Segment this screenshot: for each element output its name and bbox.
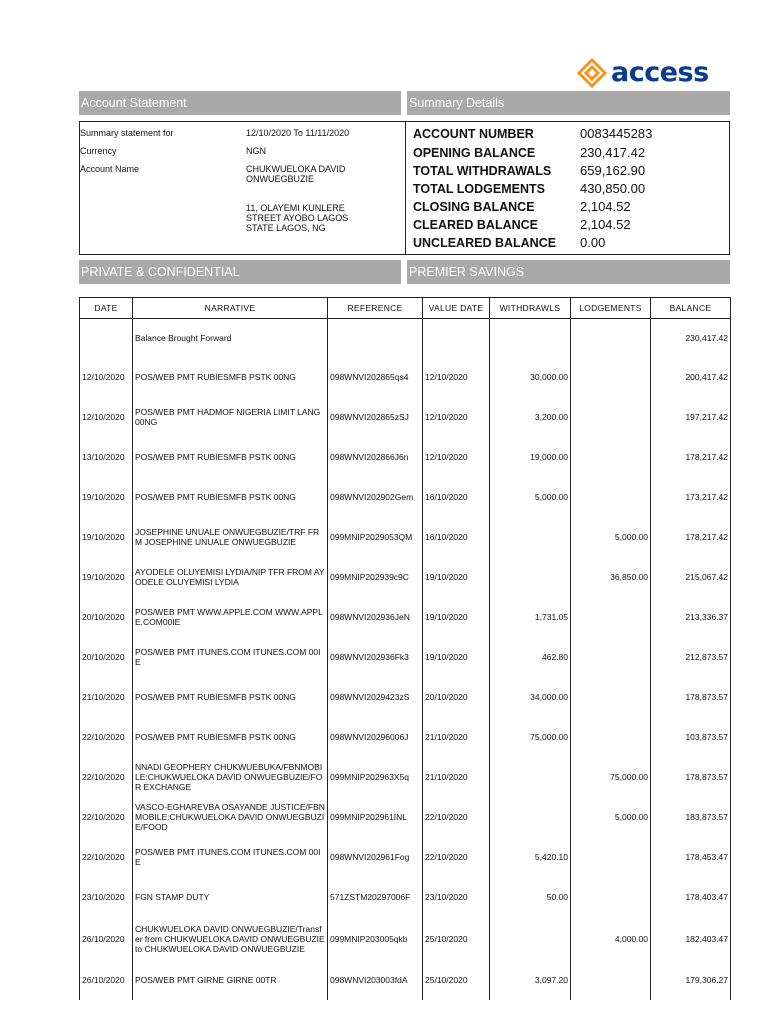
premier-savings-bar: PREMIER SAVINGS bbox=[407, 260, 730, 284]
cell-narrative: POS/WEB PMT GIRNE GIRNE 00TR bbox=[133, 960, 328, 1000]
cell-withdrawals: 50.00 bbox=[490, 877, 571, 917]
cell-lodgements bbox=[571, 357, 651, 397]
summary-details-bar: Summary Details bbox=[407, 91, 730, 115]
cell-withdrawals: 75,000.00 bbox=[490, 717, 571, 757]
table-row bbox=[80, 357, 731, 397]
cell-balance: 178,453.47 bbox=[651, 837, 731, 877]
cell-value-date bbox=[423, 319, 490, 358]
cell-lodgements bbox=[571, 837, 651, 877]
cell-reference: 098WNVI202865zSJ bbox=[328, 397, 423, 437]
table-row bbox=[80, 597, 731, 637]
table-row bbox=[80, 557, 731, 597]
cell-narrative: POS/WEB PMT HADMOF NIGERIA LIMIT LANG 00NG bbox=[133, 397, 328, 437]
cell-lodgements: 5,000.00 bbox=[571, 517, 651, 557]
cell-withdrawals: 5,420.10 bbox=[490, 837, 571, 877]
cell-narrative: CHUKWUELOKA DAVID ONWUEGBUZIE/Transfer from CHUKWUELOKA DAVID ONWUEGBUZIE to CHUKWUELOKA DAVID ONWUEGBUZIE bbox=[133, 917, 328, 960]
cell-value-date: 20/10/2020 bbox=[423, 677, 490, 717]
table-row bbox=[80, 757, 731, 797]
header-lodgements: LODGEMENTS bbox=[571, 298, 651, 319]
cell-withdrawals: 19,000.00 bbox=[490, 437, 571, 477]
cell-withdrawals bbox=[490, 917, 571, 960]
cell-withdrawals: 30,000.00 bbox=[490, 357, 571, 397]
cell-lodgements: 36,850.00 bbox=[571, 557, 651, 597]
header-narrative: NARRATIVE bbox=[133, 298, 328, 319]
cell-date: 20/10/2020 bbox=[80, 637, 133, 677]
summary-box: Summary statement for 12/10/2020 To 11/11/2020 Currency NGN Account Name CHUKWUELOKA DAVID ONWUEGBUZIE 11, OLAYEMI KUNLERE STREET AYOBO LAGOS STATE LAGOS, NG ACCOUNT NUMBER 0083445283 OPENING BALANCE 230,417.42 TOTAL WITHDRAWALS 659,162.90 TOTAL LODGEMENTS 430,850.00 CLOSING BALANCE 2,104.52 CLEARED BALANCE 2,104.52 UNCLEARED BALANCE 0.00 bbox=[79, 121, 730, 255]
cell-reference: 098WNVI203003fdA bbox=[328, 960, 423, 1000]
cell-value-date: 16/10/2020 bbox=[423, 517, 490, 557]
cell-value-date: 12/10/2020 bbox=[423, 357, 490, 397]
cell-withdrawals: 34,000.00 bbox=[490, 677, 571, 717]
cell-date: 19/10/2020 bbox=[80, 477, 133, 517]
cell-reference: 098WNVI202936Fk3 bbox=[328, 637, 423, 677]
cell-reference: 098WNVI202902Gem bbox=[328, 477, 423, 517]
private-confidential-bar: PRIVATE & CONFIDENTIAL bbox=[79, 260, 401, 284]
cell-balance: 212,873.57 bbox=[651, 637, 731, 677]
cell-withdrawals: 3,097.20 bbox=[490, 960, 571, 1000]
cell-narrative: POS/WEB PMT RUBIESMFB PSTK 00NG bbox=[133, 677, 328, 717]
table-row bbox=[80, 960, 731, 1000]
summary-for-label: Summary statement for bbox=[80, 128, 174, 138]
header-date: DATE bbox=[80, 298, 133, 319]
cell-balance: 182,403.47 bbox=[651, 917, 731, 960]
cell-withdrawals bbox=[490, 319, 571, 358]
cell-narrative: POS/WEB PMT RUBIESMFB PSTK 00NG bbox=[133, 357, 328, 397]
summary-for-value: 12/10/2020 To 11/11/2020 bbox=[246, 128, 350, 138]
cell-reference: 098WNVI202865qs4 bbox=[328, 357, 423, 397]
cell-balance: 178,217.42 bbox=[651, 517, 731, 557]
cell-lodgements bbox=[571, 597, 651, 637]
cell-balance: 230,417.42 bbox=[651, 319, 731, 358]
cell-lodgements bbox=[571, 397, 651, 437]
cell-lodgements: 5,000.00 bbox=[571, 797, 651, 837]
cell-narrative: FGN STAMP DUTY bbox=[133, 877, 328, 917]
cell-narrative: NNADI GEOPHERY CHUKWUEBUKA/FBNMOBILE:CHUKWUELOKA DAVID ONWUEGBUZIE/FOR EXCHANGE bbox=[133, 757, 328, 797]
cell-value-date: 21/10/2020 bbox=[423, 757, 490, 797]
cell-reference: 099MNIP202961INL bbox=[328, 797, 423, 837]
cell-value-date: 12/10/2020 bbox=[423, 437, 490, 477]
cell-date: 22/10/2020 bbox=[80, 717, 133, 757]
cell-balance: 183,873.57 bbox=[651, 797, 731, 837]
cell-narrative: POS/WEB PMT RUBIESMFB PSTK 00NG bbox=[133, 717, 328, 757]
table-row bbox=[80, 397, 731, 437]
cell-date: 20/10/2020 bbox=[80, 597, 133, 637]
address-value: 11, OLAYEMI KUNLERE STREET AYOBO LAGOS STATE LAGOS, NG bbox=[246, 203, 349, 233]
table-header-row bbox=[80, 298, 731, 319]
cell-lodgements bbox=[571, 717, 651, 757]
cell-date: 22/10/2020 bbox=[80, 797, 133, 837]
cell-reference: 098WNVI202936JeN bbox=[328, 597, 423, 637]
table-row bbox=[80, 437, 731, 477]
cell-date: 22/10/2020 bbox=[80, 757, 133, 797]
cell-reference: 099MNIP2029053QM bbox=[328, 517, 423, 557]
table-row bbox=[80, 319, 731, 358]
account-name-value: CHUKWUELOKA DAVID ONWUEGBUZIE bbox=[246, 164, 346, 184]
cell-balance: 213,336.37 bbox=[651, 597, 731, 637]
cell-lodgements bbox=[571, 637, 651, 677]
cell-value-date: 21/10/2020 bbox=[423, 717, 490, 757]
cell-value-date: 25/10/2020 bbox=[423, 917, 490, 960]
cell-value-date: 23/10/2020 bbox=[423, 877, 490, 917]
cell-narrative: Balance Brought Forward bbox=[133, 319, 328, 358]
table-row bbox=[80, 797, 731, 837]
cell-reference: 098WNVI202961Fog bbox=[328, 837, 423, 877]
cell-narrative: POS/WEB PMT ITUNES.COM ITUNES.COM 00IE bbox=[133, 637, 328, 677]
cell-lodgements bbox=[571, 477, 651, 517]
header-value-date: VALUE DATE bbox=[423, 298, 490, 319]
cell-reference: 098WNVI20296006J bbox=[328, 717, 423, 757]
cell-date bbox=[80, 319, 133, 358]
cell-narrative: POS/WEB PMT WWW.APPLE.COM WWW.APPLE.COM00IE bbox=[133, 597, 328, 637]
cell-lodgements bbox=[571, 319, 651, 358]
currency-value: NGN bbox=[246, 146, 266, 156]
cell-date: 22/10/2020 bbox=[80, 837, 133, 877]
cell-value-date: 22/10/2020 bbox=[423, 797, 490, 837]
cell-reference bbox=[328, 319, 423, 358]
cell-value-date: 19/10/2020 bbox=[423, 597, 490, 637]
cell-reference: 099MNIP202963X5q bbox=[328, 757, 423, 797]
table-row bbox=[80, 477, 731, 517]
table-row bbox=[80, 677, 731, 717]
cell-date: 19/10/2020 bbox=[80, 557, 133, 597]
cell-balance: 178,873.57 bbox=[651, 757, 731, 797]
cell-balance: 215,067.42 bbox=[651, 557, 731, 597]
cell-withdrawals bbox=[490, 757, 571, 797]
table-row bbox=[80, 837, 731, 877]
cell-withdrawals bbox=[490, 797, 571, 837]
cell-date: 21/10/2020 bbox=[80, 677, 133, 717]
cell-withdrawals: 3,200.00 bbox=[490, 397, 571, 437]
cell-withdrawals bbox=[490, 557, 571, 597]
account-statement-bar: Account Statement bbox=[79, 91, 401, 115]
table-row bbox=[80, 637, 731, 677]
currency-label: Currency bbox=[80, 146, 117, 156]
cell-value-date: 19/10/2020 bbox=[423, 557, 490, 597]
cell-date: 26/10/2020 bbox=[80, 960, 133, 1000]
table-row bbox=[80, 517, 731, 557]
cell-narrative: AYODELE OLUYEMISI LYDIA/NIP TFR FROM AYODELE OLUYEMISI LYDIA bbox=[133, 557, 328, 597]
cell-date: 12/10/2020 bbox=[80, 397, 133, 437]
cell-lodgements: 75,000.00 bbox=[571, 757, 651, 797]
cell-date: 23/10/2020 bbox=[80, 877, 133, 917]
cell-value-date: 19/10/2020 bbox=[423, 637, 490, 677]
cell-lodgements bbox=[571, 437, 651, 477]
cell-balance: 200,417.42 bbox=[651, 357, 731, 397]
cell-balance: 103,873.57 bbox=[651, 717, 731, 757]
cell-balance: 178,217.42 bbox=[651, 437, 731, 477]
cell-value-date: 16/10/2020 bbox=[423, 477, 490, 517]
cell-reference: 098WNVI2029423zS bbox=[328, 677, 423, 717]
cell-lodgements bbox=[571, 960, 651, 1000]
account-name-label: Account Name bbox=[80, 164, 140, 174]
header-reference: REFERENCE bbox=[328, 298, 423, 319]
cell-balance: 178,403.47 bbox=[651, 877, 731, 917]
cell-balance: 197,217.42 bbox=[651, 397, 731, 437]
transactions-table bbox=[79, 297, 731, 1000]
brand-name: access bbox=[611, 57, 709, 88]
cell-narrative: POS/WEB PMT ITUNES.COM ITUNES.COM 00IE bbox=[133, 837, 328, 877]
cell-reference: 099MNIP202939c9C bbox=[328, 557, 423, 597]
cell-date: 26/10/2020 bbox=[80, 917, 133, 960]
cell-narrative: POS/WEB PMT RUBIESMFB PSTK 00NG bbox=[133, 437, 328, 477]
cell-value-date: 25/10/2020 bbox=[423, 960, 490, 1000]
table-row bbox=[80, 917, 731, 960]
header-balance: BALANCE bbox=[651, 298, 731, 319]
access-logo bbox=[577, 58, 709, 88]
cell-date: 13/10/2020 bbox=[80, 437, 133, 477]
cell-reference: 098WNVI202866J6n bbox=[328, 437, 423, 477]
cell-balance: 173,217.42 bbox=[651, 477, 731, 517]
cell-balance: 178,873.57 bbox=[651, 677, 731, 717]
cell-narrative: VASCO-EGHAREVBA OSAYANDE JUSTICE/FBNMOBILE:CHUKWUELOKA DAVID ONWUEGBUZIE/FOOD bbox=[133, 797, 328, 837]
cell-withdrawals: 462.80 bbox=[490, 637, 571, 677]
cell-withdrawals: 1,731.05 bbox=[490, 597, 571, 637]
cell-lodgements bbox=[571, 677, 651, 717]
cell-balance: 179,306.27 bbox=[651, 960, 731, 1000]
cell-date: 12/10/2020 bbox=[80, 357, 133, 397]
cell-reference: 099MNIP203005qkb bbox=[328, 917, 423, 960]
summary-divider bbox=[405, 122, 406, 254]
cell-value-date: 22/10/2020 bbox=[423, 837, 490, 877]
cell-narrative: JOSEPHINE UNUALE ONWUEGBUZIE/TRF FRM JOSEPHINE UNUALE ONWUEGBUZIE bbox=[133, 517, 328, 557]
table-row bbox=[80, 877, 731, 917]
access-diamond-icon bbox=[577, 58, 607, 88]
cell-value-date: 12/10/2020 bbox=[423, 397, 490, 437]
cell-date: 19/10/2020 bbox=[80, 517, 133, 557]
cell-reference: 571ZSTM20297006F bbox=[328, 877, 423, 917]
header-withdrawals: WITHDRAWLS bbox=[490, 298, 571, 319]
cell-withdrawals bbox=[490, 517, 571, 557]
cell-lodgements bbox=[571, 877, 651, 917]
cell-lodgements: 4,000.00 bbox=[571, 917, 651, 960]
table-row bbox=[80, 717, 731, 757]
cell-narrative: POS/WEB PMT RUBIESMFB PSTK 00NG bbox=[133, 477, 328, 517]
cell-withdrawals: 5,000.00 bbox=[490, 477, 571, 517]
